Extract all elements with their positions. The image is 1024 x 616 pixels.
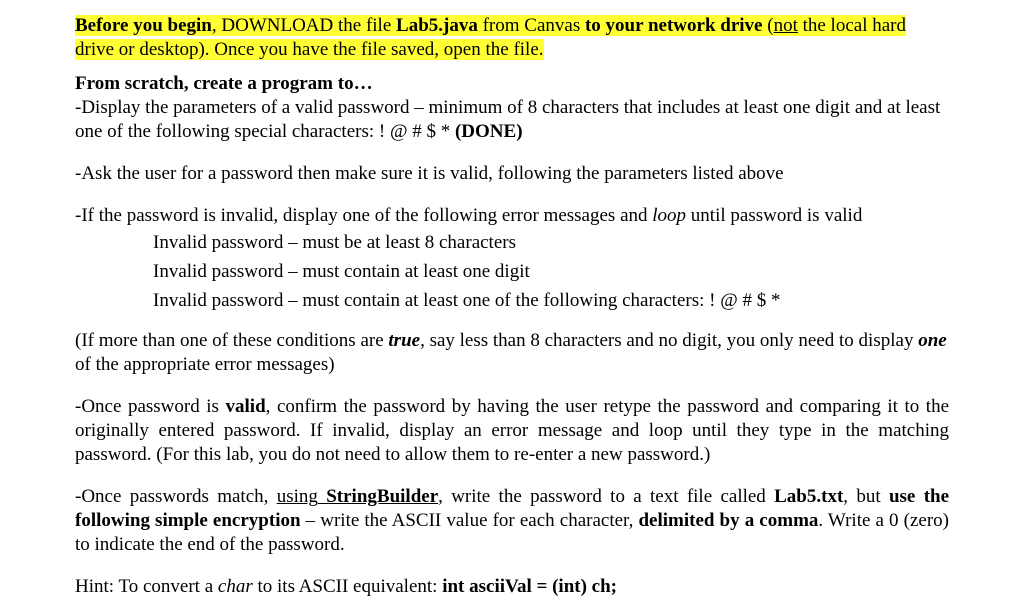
done-label: (DONE) xyxy=(454,121,523,142)
display-params-paragraph: -Display the parameters of a valid password – minimum of 8 characters that includes at least one digit and at least one of the following special characters: ! @ # $ * (DONE) xyxy=(75,97,941,142)
txt-file-name: Lab5.txt xyxy=(774,486,844,507)
hint-paragraph: Hint: To convert a char to its ASCII equivalent: int asciiVal = (int) ch; xyxy=(75,576,617,597)
delimited-text: delimited by a comma xyxy=(638,510,819,531)
error-message-list xyxy=(153,228,949,315)
code-snippet: int asciiVal = (int) ch; xyxy=(442,576,617,597)
highlighted-intro: Before you begin, DOWNLOAD the file Lab5.java from Canvas to your network drive (not the local hard drive or desktop). Once you have the file saved, open the file. xyxy=(75,15,906,60)
file-name: Lab5.java xyxy=(396,15,478,36)
ask-user-paragraph: -Ask the user for a password then make sure it is valid, following the parameters listed above xyxy=(75,163,784,184)
use-word: use xyxy=(888,486,916,507)
section-heading: From scratch, create a program to… xyxy=(75,73,373,94)
confirm-paragraph: -Once password is valid, confirm the password by having the user retype the password and comparing it to the originally entered password. If invalid, display an error message and loop until they type in the matching password. (For this lab, you do not need to allow them to re-enter a new password.) xyxy=(75,396,950,465)
before-begin-text: Before you begin xyxy=(75,15,212,36)
invalid-intro-paragraph: -If the password is invalid, display one of the following error messages and loop until password is valid xyxy=(75,205,863,226)
network-drive-text: to your network drive xyxy=(584,15,763,36)
true-word: true xyxy=(388,330,421,351)
not-word: not xyxy=(773,15,798,36)
conditions-note-paragraph: (If more than one of these conditions are true, say less than 8 characters and no digit, you only need to display one of the appropriate error messages) xyxy=(75,330,947,375)
encryption-text: the following simple encryption xyxy=(75,486,950,531)
using-word: using xyxy=(276,486,318,507)
loop-word: loop xyxy=(652,205,687,226)
error-message: Invalid password – must contain at least one of the following characters: ! @ # $ * xyxy=(153,290,781,311)
char-word: char xyxy=(217,576,253,597)
stringbuilder-word: StringBuilder xyxy=(326,486,439,507)
write-file-paragraph: -Once passwords match, using StringBuilder, write the password to a text file called Lab5.txt, but use the following simple encryption – write the ASCII value for each character, delimited by a comma. Write a 0 (zero) to indicate the end of the password. xyxy=(75,486,950,555)
document-body xyxy=(75,14,949,599)
valid-word: valid xyxy=(225,396,266,417)
one-word: one xyxy=(918,330,947,351)
error-message: Invalid password – must contain at least one digit xyxy=(153,261,530,282)
error-message: Invalid password – must be at least 8 characters xyxy=(153,232,516,253)
intro-paragraph xyxy=(75,14,949,62)
